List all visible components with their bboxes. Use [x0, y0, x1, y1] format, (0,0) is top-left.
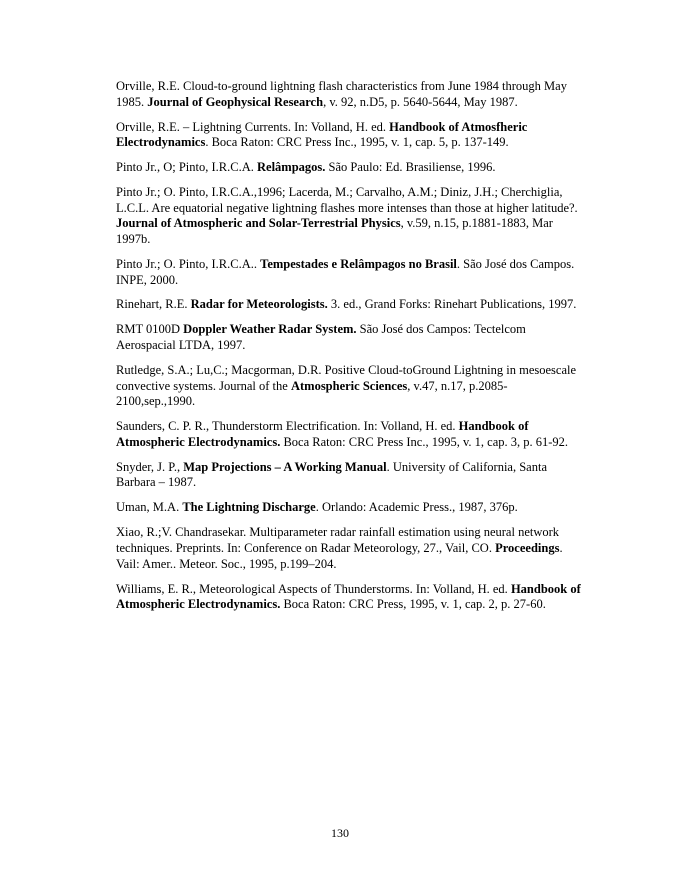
reference-text: Xiao, R.;V. Chandrasekar. Multiparameter radar rainfall estimation using neural network techniques. Preprints. In: Conference on Radar Meteorology, 27., Vail, CO.: [116, 525, 560, 555]
reference-text: Orville, R.E. Cloud-to-ground lightning flash characteristics from June 1984 through May 1985.: [116, 79, 567, 109]
reference-text: Rutledge, S.A.; Lu,C.; Macgorman, D.R. Positive Cloud-toGround Lightning in mesoescale convective systems. Journal of the: [116, 363, 577, 393]
reference-title: Handbook of Atmospheric Electrodynamics.: [116, 419, 529, 449]
reference-text: Snyder, J. P.,: [116, 459, 184, 474]
reference-text: Pinto Jr., O; Pinto, I.R.C.A.: [116, 160, 257, 175]
reference-title: Proceedings: [495, 540, 560, 555]
reference-title: Atmospheric Sciences: [290, 378, 408, 393]
reference-text: Pinto Jr.; O. Pinto, I.R.C.A..: [116, 256, 261, 271]
reference-item: [116, 297, 586, 313]
reference-text: , v. 92, n.D5, p. 5640-5644, May 1987.: [323, 94, 518, 109]
reference-item: [116, 525, 586, 572]
reference-title: Radar for Meteorologists.: [190, 297, 328, 312]
reference-list: [116, 79, 586, 622]
reference-item: [116, 363, 586, 410]
reference-item: [116, 79, 586, 110]
reference-text: Uman, M.A.: [116, 500, 183, 515]
reference-title: Map Projections – A Working Manual: [183, 459, 387, 474]
reference-text: Williams, E. R., Meteorological Aspects of Thunderstorms. In: Volland, H. ed.: [116, 581, 511, 596]
reference-text: Boca Raton: CRC Press, 1995, v. 1, cap. 2, p. 27-60.: [280, 597, 546, 612]
reference-title: The Lightning Discharge: [182, 500, 316, 515]
reference-title: Tempestades e Relâmpagos no Brasil: [260, 256, 457, 271]
reference-text: , v.47, n.17, p.2085-2100,sep.,1990.: [116, 378, 508, 409]
reference-item: [116, 582, 586, 613]
reference-text: Orville, R.E. – Lightning Currents. In: Volland, H. ed.: [116, 119, 390, 134]
reference-title: Journal of Atmospheric and Solar-Terrestrial Physics: [116, 216, 401, 231]
reference-title: Handbook of Atmospheric Electrodynamics.: [116, 581, 581, 612]
reference-text: Saunders, C. P. R., Thunderstorm Electrification. In: Volland, H. ed.: [116, 419, 459, 434]
reference-text: São Paulo: Ed. Brasiliense, 1996.: [325, 160, 496, 175]
page-number: 130: [331, 826, 349, 840]
reference-text: Rinehart, R.E.: [116, 297, 191, 312]
reference-item: [116, 322, 586, 353]
reference-title: Handbook of Atmosfheric Electrodynamics: [116, 119, 528, 150]
reference-item: [116, 160, 586, 176]
reference-title: Doppler Weather Radar System.: [183, 322, 357, 337]
reference-item: [116, 185, 586, 247]
reference-text: 3. ed., Grand Forks: Rinehart Publications, 1997.: [327, 297, 577, 312]
reference-title: Relâmpagos.: [257, 160, 326, 175]
reference-text: , v.59, n.15, p.1881-1883, Mar 1997b.: [116, 216, 553, 246]
reference-title: Journal of Geophysical Research: [147, 94, 324, 109]
reference-text: . Vail: Amer.. Meteor. Soc., 1995, p.199–204.: [116, 540, 563, 571]
reference-text: . University of California, Santa Barbara – 1987.: [116, 459, 547, 490]
reference-item: [116, 257, 586, 288]
reference-text: . São José dos Campos. INPE, 2000.: [116, 256, 575, 287]
reference-text: . Orlando: Academic Press., 1987, 376p.: [315, 500, 518, 515]
reference-text: São José dos Campos: Tectelcom Aerospacial LTDA, 1997.: [116, 322, 526, 353]
reference-item: [116, 500, 586, 516]
reference-item: [116, 460, 586, 491]
reference-item: [116, 120, 586, 151]
reference-text: Pinto Jr.; O. Pinto, I.R.C.A.,1996; Lacerda, M.; Carvalho, A.M.; Diniz, J.H.; Cherchiglia, L.C.L. Are equatorial negative lightning flashes more intenses than those at higher latitude?.: [116, 185, 578, 215]
reference-item: [116, 419, 586, 450]
reference-text: Boca Raton: CRC Press Inc., 1995, v. 1, cap. 3, p. 61-92.: [280, 434, 569, 449]
reference-text: . Boca Raton: CRC Press Inc., 1995, v. 1, cap. 5, p. 137-149.: [205, 135, 509, 150]
reference-text: RMT 0100D: [116, 322, 184, 337]
